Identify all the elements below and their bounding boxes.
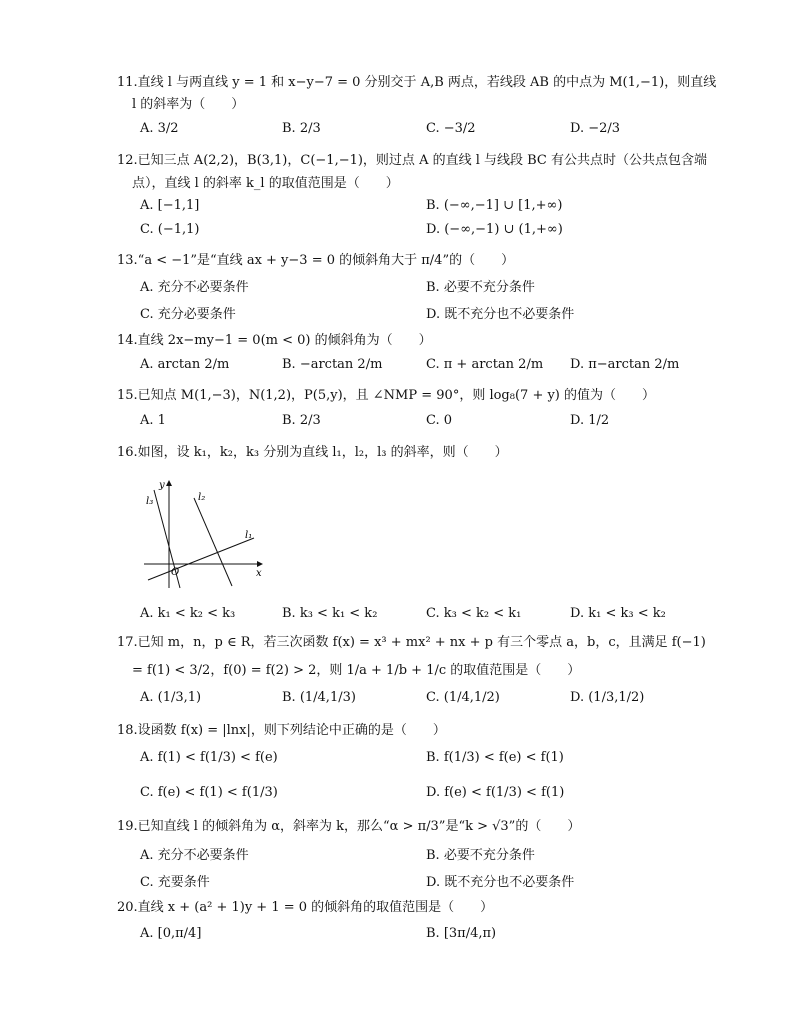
question-16-options [140, 606, 700, 628]
question-12-stem: 12.已知三点 A(2,2)，B(3,1)，C(−1,−1)，则过点 A 的直线 l 与线段 BC 有公共点时（公共点包含端 [117, 153, 708, 168]
label-l1: l₁ [245, 530, 253, 541]
option-b[interactable]: B. 必要不充分条件 [426, 848, 535, 863]
option-d[interactable]: D. 既不充分也不必要条件 [426, 875, 575, 890]
question-13 [117, 250, 707, 272]
option-a[interactable]: A. 1 [140, 413, 166, 428]
option-b[interactable]: B. 2/3 [282, 413, 321, 428]
question-19 [117, 816, 707, 838]
option-b[interactable]: B. k₃ < k₁ < k₂ [282, 606, 378, 621]
question-12-options-row2 [140, 222, 700, 244]
option-a[interactable]: A. 3/2 [140, 121, 179, 136]
label-origin: O [171, 567, 180, 578]
question-11-stem: 11.直线 l 与两直线 y = 1 和 x−y−7 = 0 分别交于 A,B 两点，若线段 AB 的中点为 M(1,−1)，则直线 [117, 75, 717, 90]
label-x: x [256, 568, 262, 579]
question-20 [117, 897, 707, 919]
question-13-stem: 13.“a < −1”是“直线 ax + y−3 = 0 的倾斜角大于 π/4”的（ ） [117, 253, 515, 268]
question-14-options [140, 357, 700, 379]
option-c[interactable]: C. (−1,1) [140, 222, 200, 237]
option-c[interactable]: C. 0 [426, 413, 453, 428]
option-d[interactable]: D. k₁ < k₃ < k₂ [570, 606, 666, 621]
question-12 [117, 150, 707, 172]
option-b[interactable]: B. (1/4,1/3) [282, 690, 356, 705]
label-l3: l₃ [146, 496, 154, 507]
question-13-options-row2 [140, 303, 700, 325]
question-14-stem: 14.直线 2x−my−1 = 0(m < 0) 的倾斜角为（ ） [117, 333, 432, 348]
option-b[interactable]: B. f(1/3) < f(e) < f(1) [426, 750, 564, 765]
option-d[interactable]: D. −2/3 [570, 121, 621, 136]
option-a[interactable]: A. (1/3,1) [140, 690, 202, 705]
question-17-stem-line2: = f(1) < 3/2，f(0) = f(2) > 2，则 1/a + 1/b + 1/c 的取值范围是（ ） [132, 663, 581, 678]
option-c[interactable]: C. f(e) < f(1) < f(1/3) [140, 785, 278, 800]
question-11-stem-line2: l 的斜率为（ ） [132, 97, 245, 112]
option-a[interactable]: A. 充分不必要条件 [140, 280, 249, 295]
question-13-options-row1 [140, 276, 700, 298]
question-12-options-row1 [140, 198, 700, 220]
question-14 [117, 330, 707, 352]
question-18-options-row2 [140, 785, 700, 807]
option-a[interactable]: A. [0,π/4] [140, 926, 202, 941]
option-a[interactable]: A. arctan 2/m [140, 357, 230, 372]
option-d[interactable]: D. f(e) < f(1/3) < f(1) [426, 785, 565, 800]
question-17-options [140, 690, 700, 712]
option-c[interactable]: C. π + arctan 2/m [426, 357, 544, 372]
question-15-options [140, 413, 700, 435]
question-15-stem: 15.已知点 M(1,−3)，N(1,2)，P(5,y)，且 ∠NMP = 90°，则 log₈(7 + y) 的值为（ ） [117, 388, 656, 403]
slope-figure [140, 476, 275, 591]
line-l1 [148, 538, 254, 580]
question-19-options-row1 [140, 844, 700, 866]
question-19-stem: 19.已知直线 l 的倾斜角为 α，斜率为 k，那么“α > π/3”是“k > √3”的（ ） [117, 819, 581, 834]
option-d[interactable]: D. 1/2 [570, 413, 610, 428]
option-c[interactable]: C. k₃ < k₂ < k₁ [426, 606, 522, 621]
option-d[interactable]: D. (1/3,1/2) [570, 690, 645, 705]
question-18-stem: 18.设函数 f(x) = |lnx|，则下列结论中正确的是（ ） [117, 723, 446, 738]
option-c[interactable]: C. (1/4,1/2) [426, 690, 500, 705]
option-a[interactable]: A. 充分不必要条件 [140, 848, 249, 863]
option-d[interactable]: D. (−∞,−1) ∪ (1,+∞) [426, 222, 563, 237]
option-b[interactable]: B. 2/3 [282, 121, 321, 136]
line-l2 [194, 498, 232, 586]
option-b[interactable]: B. (−∞,−1] ∪ [1,+∞) [426, 198, 563, 213]
question-11-options [140, 121, 700, 143]
question-11 [117, 72, 717, 94]
option-d[interactable]: D. π−arctan 2/m [570, 357, 680, 372]
question-19-options-row2 [140, 871, 700, 893]
question-12-stem-line2: 点），直线 l 的斜率 k_l 的取值范围是（ ） [132, 176, 399, 191]
option-b[interactable]: B. −arctan 2/m [282, 357, 383, 372]
question-15 [117, 385, 707, 407]
label-l2: l₂ [198, 492, 206, 503]
option-a[interactable]: A. [−1,1] [140, 198, 200, 213]
question-18-options-row1 [140, 750, 700, 772]
label-y: y [159, 480, 165, 491]
option-d[interactable]: D. 既不充分也不必要条件 [426, 307, 575, 322]
option-c[interactable]: C. 充分必要条件 [140, 307, 236, 322]
question-16-stem: 16.如图，设 k₁，k₂，k₃ 分别为直线 l₁，l₂，l₃ 的斜率，则（ ） [117, 445, 508, 460]
question-17-stem: 17.已知 m，n，p ∈ R，若三次函数 f(x) = x³ + mx² + nx + p 有三个零点 a，b，c，且满足 f(−1) [117, 635, 706, 650]
question-20-options [140, 926, 700, 948]
option-c[interactable]: C. −3/2 [426, 121, 476, 136]
question-20-stem: 20.直线 x + (a² + 1)y + 1 = 0 的倾斜角的取值范围是（ ） [117, 900, 494, 915]
option-a[interactable]: A. f(1) < f(1/3) < f(e) [140, 750, 278, 765]
option-b[interactable]: B. 必要不充分条件 [426, 280, 535, 295]
option-b[interactable]: B. [3π/4,π) [426, 926, 497, 941]
question-16 [117, 442, 707, 464]
option-c[interactable]: C. 充要条件 [140, 875, 210, 890]
question-18 [117, 720, 707, 742]
option-a[interactable]: A. k₁ < k₂ < k₃ [140, 606, 236, 621]
question-17 [117, 632, 707, 654]
